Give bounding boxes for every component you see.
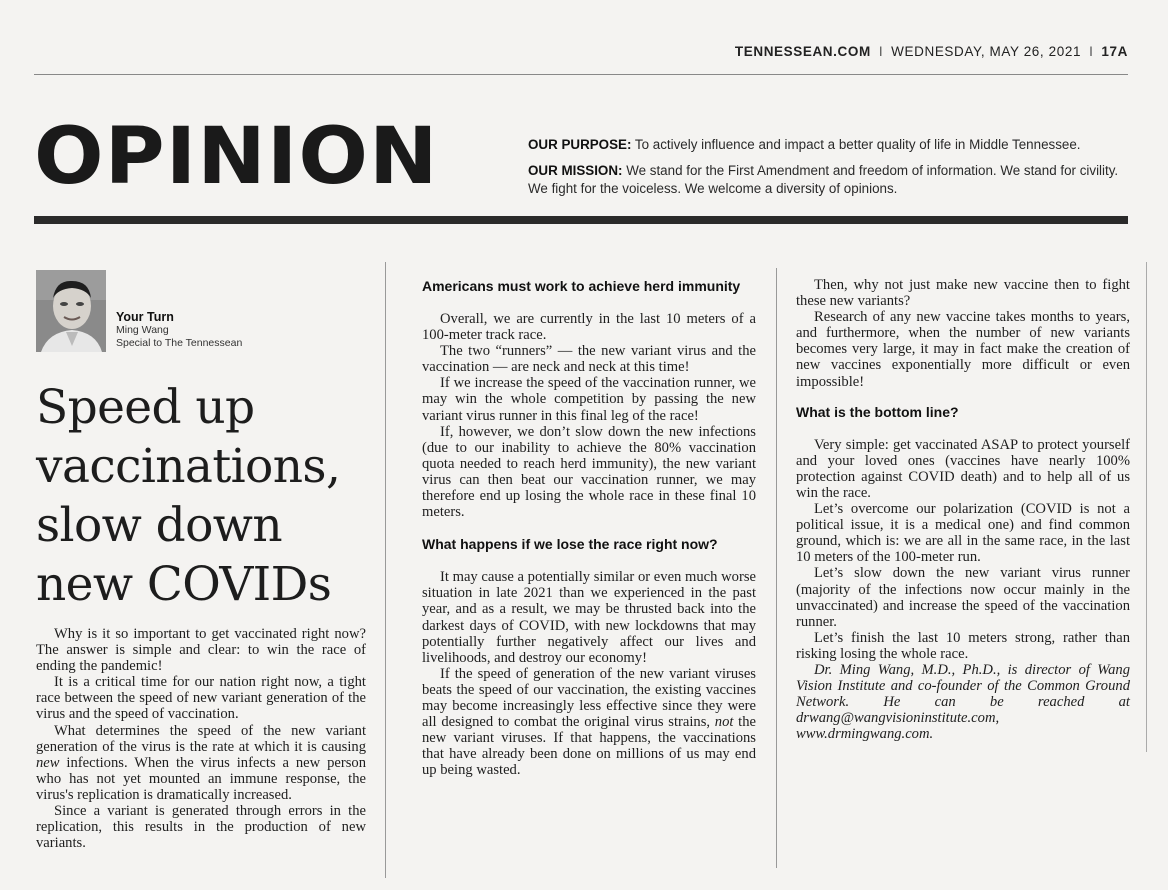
article-column-1 <box>36 626 366 851</box>
mission-line <box>528 162 1128 198</box>
page-number: 17A <box>1101 44 1128 59</box>
paragraph: Research of any new vaccine takes months to years, and furthermore, when the number of new variants becomes very large, it may in fact make the creation of new vaccines exponentially more difficult or even impossible! <box>796 309 1130 390</box>
article-column-2 <box>422 278 756 778</box>
mission-text: We stand for the First Amendment and freedom of information. We stand for civility. We fight for the voiceless. We welcome a diversity of opinions. <box>528 163 1119 196</box>
purpose-label: OUR PURPOSE: <box>528 137 632 152</box>
paragraph: Let’s overcome our polarization (COVID is not a political issue, it is a medical one) and find common ground, which is: we are all in the same race, in the last 10 meters of the 100-meter run. <box>796 501 1130 566</box>
subheading: What is the bottom line? <box>796 403 959 420</box>
emphasis: not <box>714 714 734 731</box>
top-rule <box>34 74 1128 75</box>
subheading: Americans must work to achieve herd immunity <box>422 278 741 294</box>
article-headline: Speed up vaccinations, slow down new COVIDs <box>36 380 341 612</box>
separator: I <box>1089 44 1094 59</box>
mission-statement <box>528 136 1128 206</box>
paragraph: It is a critical time for our nation right now, a tight race between the speed of new variant generation of the virus and the speed of vaccination. <box>36 674 366 723</box>
emphasis: new <box>36 754 60 771</box>
purpose-line <box>528 136 1128 154</box>
text-span: the new variant viruses. If that happens, the vaccinations that have already been done on millions of us may end up being wasted. <box>422 714 756 779</box>
spacer <box>796 421 1130 437</box>
masthead <box>735 44 1128 59</box>
paragraph: The two “runners” — the new variant virus and the vaccination — are neck and neck at this time! <box>422 343 756 376</box>
author-bio: Dr. Ming Wang, M.D., Ph.D., is director of Wang Vision Institute and co-founder of the Common Ground Network. He can be reached at drwang@wangvisioninstitute.com, www.drmingwang.com. <box>796 661 1130 743</box>
spacer <box>422 553 756 569</box>
text-span: What determines the speed of the new variant generation of the virus is the rate at which it is causing <box>36 722 366 755</box>
paragraph <box>422 666 756 779</box>
paragraph: If, however, we don’t slow down the new infections (due to our inability to achieve the 80% vaccination quota needed to reach herd immunity), the new variant virus can then beat our vaccination runner, we may therefore end up losing the whole race in these final 10 meters. <box>422 423 756 521</box>
paragraph: If we increase the speed of the vaccination runner, we may win the whole competition by passing the new variant virus runner in this final leg of the race! <box>422 375 756 424</box>
paragraph: Let’s slow down the new variant virus runner (majority of the infections now occur mainly in the unvaccinated) and increase the speed of the vaccination runner. <box>796 565 1130 630</box>
section-divider <box>34 216 1128 224</box>
paragraph: Since a variant is generated through errors in the replication, this results in the production of new variants. <box>36 803 366 852</box>
column-rule <box>385 262 386 878</box>
issue-date: WEDNESDAY, MAY 26, 2021 <box>891 44 1082 59</box>
author-name: Ming Wang <box>116 324 169 336</box>
paragraph: Very simple: get vaccinated ASAP to protect yourself and your loved ones (vaccines have nearly 100% protection against COVID death) and to help all of us win the race. <box>796 436 1130 501</box>
byline <box>116 310 242 350</box>
spacer <box>422 295 756 311</box>
mission-label: OUR MISSION: <box>528 163 623 178</box>
paragraph <box>36 723 366 803</box>
paragraph: Why is it so important to get vaccinated right now? The answer is simple and clear: to win the race of ending the pandemic! <box>36 626 366 675</box>
spacer <box>422 520 756 536</box>
paragraph: It may cause a potentially similar or even much worse situation in late 2021 than we experienced in the past year, and as a result, we may be thrusted back into the darkest days of COVID, with new lockdowns that may potentially further negatively affect our lives and livelihoods, and destroy our economy! <box>422 569 756 666</box>
paragraph: Then, why not just make new vaccine then to fight these new variants? <box>796 277 1130 310</box>
section-title: OPINION <box>34 112 439 202</box>
text-span: infections. When the virus infects a new person who has not yet mounted an immune response, the virus's replication is dramatically increased. <box>36 754 366 803</box>
separator: I <box>878 44 884 59</box>
author-credit: Special to The Tennessean <box>116 337 243 349</box>
spacer <box>796 390 1130 404</box>
column-rule <box>776 268 777 868</box>
site-name: TENNESSEAN.COM <box>734 44 871 59</box>
subheading: What happens if we lose the race right now? <box>422 536 718 553</box>
text-span: If the speed of generation of the new variant viruses beats the speed of our vaccination, the existing vaccines may become increasingly less effective since they were all designed to combat the original virus strains, <box>422 665 756 731</box>
column-rule <box>1146 262 1147 752</box>
author-photo <box>36 270 106 352</box>
article-column-3 <box>796 277 1130 742</box>
byline-kicker: Your Turn <box>116 310 174 324</box>
purpose-text: To actively influence and impact a better quality of life in Middle Tennessee. <box>631 137 1081 152</box>
paragraph: Let’s finish the last 10 meters strong, rather than risking losing the whole race. <box>796 629 1130 662</box>
author-portrait-icon <box>36 270 106 352</box>
paragraph: Overall, we are currently in the last 10 meters of a 100-meter track race. <box>422 311 756 344</box>
